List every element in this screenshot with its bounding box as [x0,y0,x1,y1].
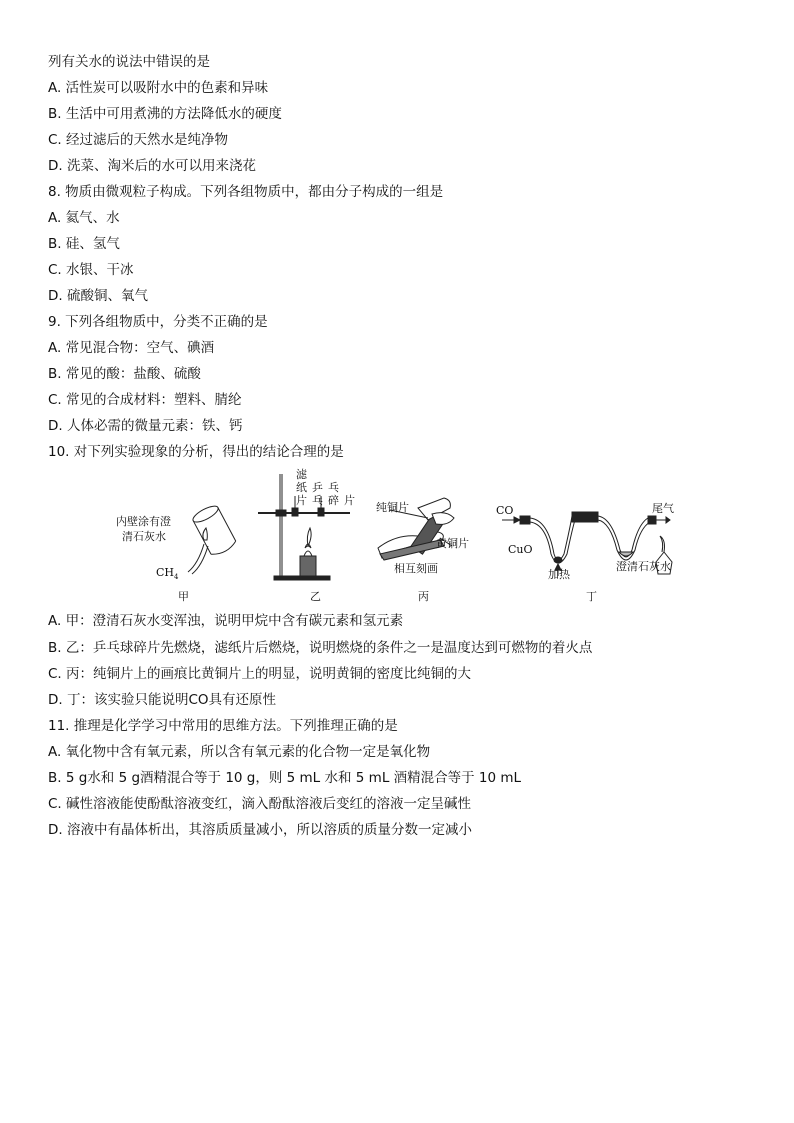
ding-limewater-label: 澄清石灰水 [616,560,671,573]
q7-stem: 列有关水的说法中错误的是 [48,54,210,70]
q11-stem: 11. 推理是化学学习中常用的思维方法。下列推理正确的是 [48,718,398,734]
caption-bing: 丙 [418,590,429,603]
yi-label-c2-1: 乒 [312,481,323,494]
q10-experiment-figure [100,468,700,604]
bing-pure-copper-label: 纯铜片 [376,501,409,514]
q8-option-a: A. 氦气、水 [48,210,120,226]
yi-label-c3-3: 片 [344,494,355,507]
q8-option-b: B. 硅、氢气 [48,236,120,252]
beaker-apparatus [188,503,238,574]
q7-option-d: D. 洗菜、淘米后的水可以用来浇花 [48,158,256,174]
yi-label-c1-3: 片 [296,494,307,507]
yi-label-c2-2: 乓 [312,494,323,507]
bing-action-label: 相互刻画 [394,562,438,575]
q11-option-d: D. 溶液中有晶体析出，其溶质质量减小，所以溶质的质量分数一定减小 [48,822,472,838]
caption-yi: 乙 [310,590,321,603]
q9-option-c: C. 常见的合成材料：塑料、腈纶 [48,392,242,408]
jia-gas-label: $CH_4$ [156,566,179,581]
q11-option-a: A. 氧化物中含有氧元素，所以含有氧元素的化合物一定是氧化物 [48,744,431,760]
q10-stem: 10. 对下列实验现象的分析，得出的结论合理的是 [48,444,344,460]
ding-cuo-label: CuO [508,543,533,556]
q9-option-d: D. 人体必需的微量元素：铁、钙 [48,418,243,434]
yi-label-c3-2: 碎 [328,494,339,507]
caption-jia: 甲 [178,590,189,603]
q8-option-c: C. 水银、干冰 [48,262,134,278]
q9-stem: 9. 下列各组物质中，分类不正确的是 [48,314,268,330]
q10-option-d: D. 丁：该实验只能说明CO具有还原性 [48,692,277,708]
q7-option-b: B. 生活中可用煮沸的方法降低水的硬度 [48,106,282,122]
ding-exhaust-label: 尾气 [652,502,674,515]
yi-label-c3-1: 乓 [328,481,339,494]
jia-label-line1: 内壁涂有澄 [116,515,171,528]
yi-label-c1-1: 滤 [296,468,307,481]
ding-co-label: CO [496,504,514,517]
q9-option-a: A. 常见混合物：空气、碘酒 [48,340,215,356]
q7-option-a: A. 活性炭可以吸附水中的色素和异味 [48,80,269,96]
bing-brass-label: 黄铜片 [436,537,469,550]
q7-option-c: C. 经过滤后的天然水是纯净物 [48,132,229,148]
q10-option-a: A. 甲：澄清石灰水变浑浊，说明甲烷中含有碳元素和氢元素 [48,613,404,629]
yi-label-c1-2: 纸 [296,481,307,494]
q11-option-c: C. 碱性溶液能使酚酞溶液变红，滴入酚酞溶液后变红的溶液一定呈碱性 [48,796,472,812]
q10-option-b: B. 乙：乒乓球碎片先燃烧，滤纸片后燃烧，说明燃烧的条件之一是温度达到可燃物的着火点 [48,640,593,656]
q11-option-b: B. 5 g水和 5 g酒精混合等于 10 g，则 5 mL 水和 5 mL 酒精混合等于 10 mL [48,770,522,786]
q9-option-b: B. 常见的酸：盐酸、硫酸 [48,366,201,382]
q10-option-c: C. 丙：纯铜片上的画痕比黄铜片上的明显，说明黄铜的密度比纯铜的大 [48,666,472,682]
ding-heat-label: 加热 [548,568,570,581]
q8-stem: 8. 物质由微观粒子构成。下列各组物质中，都由分子构成的一组是 [48,184,444,200]
caption-ding: 丁 [586,590,597,603]
q8-option-d: D. 硫酸铜、氧气 [48,288,148,304]
jia-label-line2: 清石灰水 [122,530,166,543]
